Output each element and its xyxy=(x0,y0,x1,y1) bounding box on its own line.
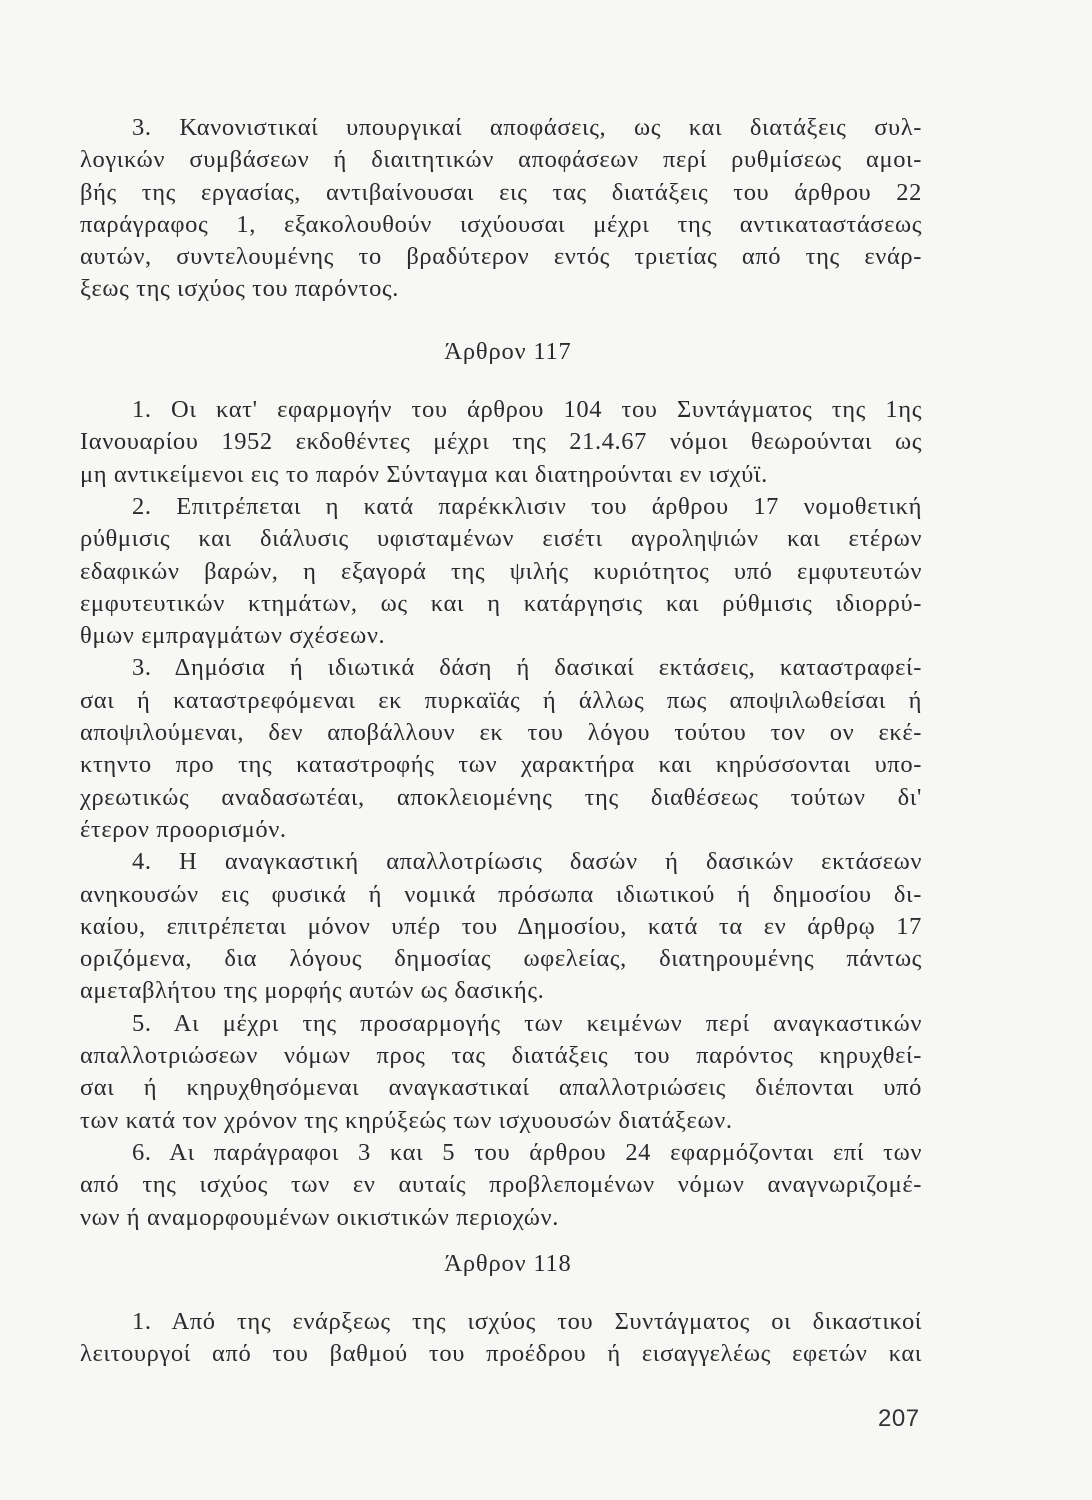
article-117-paragraph-6 xyxy=(80,1137,922,1234)
text-line: λειτουργοί από του βαθμού του προέδρου ή εισαγγελέως εφετών και xyxy=(80,1340,922,1368)
text-line: εμφυτευτικών κτημάτων, ως και η κατάργησις και ρύθμισις ιδιορρύ- xyxy=(80,589,922,617)
text-line: νων ή αναμορφουμένων οικιστικών περιοχών. xyxy=(80,1203,559,1231)
article-118-paragraph-1 xyxy=(80,1306,922,1371)
text-line: σαι ή κηρυχθησόμεναι αναγκαστικαί απαλλοτριώσεις διέπονται υπό xyxy=(80,1074,922,1102)
text-line: εδαφικών βαρών, η εξαγορά της ψιλής κυριότητος υπό εμφυτευτών xyxy=(80,557,922,585)
text-line: 3. Δημόσια ή ιδιωτικά δάση ή δασικαί εκτάσεις, καταστραφεί- xyxy=(132,654,922,682)
text-line: αυτών, συντελουμένης το βραδύτερον εντός τριετίας από της ενάρ- xyxy=(80,243,922,271)
article-117-heading: Άρθρον 117 xyxy=(444,337,572,365)
text-line: αποψιλούμεναι, δεν αποβάλλουν εκ του λόγου τούτου τον ον εκέ- xyxy=(80,719,922,747)
document-page xyxy=(80,112,922,1371)
text-line: θμων εμπραγμάτων σχέσεων. xyxy=(80,622,386,650)
article-117-paragraph-1 xyxy=(80,394,922,491)
text-line: Ιανουαρίου 1952 εκδοθέντες μέχρι της 21.4.67 νόμοι θεωρούνται ως xyxy=(80,428,922,456)
text-line: καίου, επιτρέπεται μόνον υπέρ του Δημοσίου, κατά τα εν άρθρῳ 17 xyxy=(80,912,922,940)
text-line: 1. Από της ενάρξεως της ισχύος του Συντάγματος οι δικαστικοί xyxy=(132,1308,922,1336)
text-line: 4. Η αναγκαστική απαλλοτρίωσις δασών ή δασικών εκτάσεων xyxy=(132,848,922,876)
paragraph-3-continued xyxy=(80,112,922,306)
text-line: 5. Αι μέχρι της προσαρμογής των κειμένων περί αναγκαστικών xyxy=(132,1009,922,1037)
text-line: από της ισχύος των εν αυταίς προβλεπομένων νόμων αναγνωριζομέ- xyxy=(80,1171,922,1199)
text-line: ξεως της ισχύος του παρόντος. xyxy=(80,275,399,303)
text-line: 6. Αι παράγραφοι 3 και 5 του άρθρου 24 εφαρμόζονται επί των xyxy=(132,1138,922,1166)
article-118-heading: Άρθρον 118 xyxy=(444,1249,572,1277)
page-number: 207 xyxy=(878,1405,920,1432)
text-line: σαι ή καταστρεφόμεναι εκ πυρκαϊάς ή άλλως πως αποψιλωθείσαι ή xyxy=(80,686,922,714)
text-line: χρεωτικώς αναδασωτέαι, αποκλειομένης της διαθέσεως τούτων δι' xyxy=(80,783,922,811)
text-line: απαλλοτριώσεων νόμων προς τας διατάξεις του παρόντος κηρυχθεί- xyxy=(80,1042,922,1070)
text-line: αμεταβλήτου της μορφής αυτών ως δασικής. xyxy=(80,977,545,1005)
text-line: λογικών συμβάσεων ή διαιτητικών αποφάσεων περί ρυθμίσεως αμοι- xyxy=(80,146,922,174)
text-line: 1. Οι κατ' εφαρμογήν του άρθρου 104 του Συντάγματος της 1ης xyxy=(132,396,922,424)
text-line: βής της εργασίας, αντιβαίνουσαι εις τας διατάξεις του άρθρου 22 xyxy=(80,178,922,206)
article-117-paragraph-3 xyxy=(80,652,922,846)
text-line: οριζόμενα, δια λόγους δημοσίας ωφελείας, διατηρουμένης πάντως xyxy=(80,945,922,973)
article-117-paragraph-4 xyxy=(80,846,922,1007)
text-line: ανηκουσών εις φυσικά ή νομικά πρόσωπα ιδιωτικού ή δημοσίου δι- xyxy=(80,880,922,908)
text-line: 2. Επιτρέπεται η κατά παρέκκλισιν του άρθρου 17 νομοθετική xyxy=(132,492,922,520)
text-line: παράγραφος 1, εξακολουθούν ισχύουσαι μέχρι της αντικαταστάσεως xyxy=(80,210,922,238)
text-line: των κατά τον χρόνον της κηρύξεώς των ισχυουσών διατάξεων. xyxy=(80,1106,733,1134)
article-117-paragraph-2 xyxy=(80,491,922,652)
text-line: έτερον προορισμόν. xyxy=(80,815,287,843)
text-line: κτηντο προ της καταστροφής των χαρακτήρα και κηρύσσονται υπο- xyxy=(80,751,922,779)
text-line: μη αντικείμενοι εις το παρόν Σύνταγμα και διατηρούνται εν ισχύϊ. xyxy=(80,460,768,488)
text-line: ρύθμισις και διάλυσις υφισταμένων εισέτι αγροληψιών και ετέρων xyxy=(80,525,922,553)
article-117-paragraph-5 xyxy=(80,1008,922,1137)
text-line: 3. Κανονιστικαί υπουργικαί αποφάσεις, ως και διατάξεις συλ- xyxy=(132,114,922,141)
